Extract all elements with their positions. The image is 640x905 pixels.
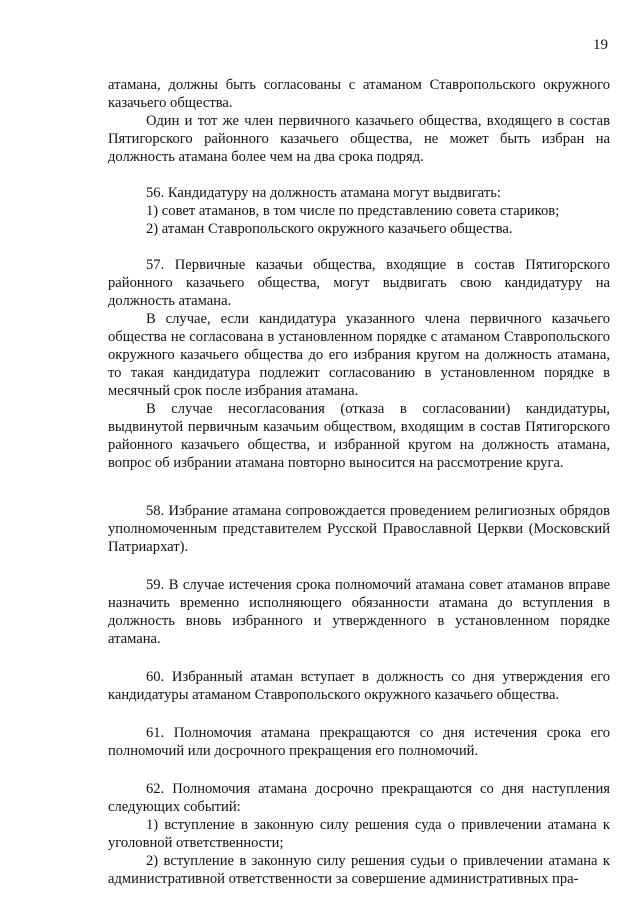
page-number: 19 [593, 37, 608, 53]
clause-62-item-1: 1) вступление в законную силу решения суда о привлечении атамана к уголовной ответственности; [108, 817, 610, 851]
clause-62-item-2: 2) вступление в законную силу решения судьи о привлечении атамана к административной ответственности за совершение административных пра- [108, 853, 610, 887]
clause-57: 57. Первичные казачьи общества, входящие в состав Пятигорского районного казачьего общества, могут выдвигать свою кандидатуру на должность атамана. [108, 257, 610, 309]
clause-60: 60. Избранный атаман вступает в должность со дня утверждения его кандидатуры атаманом Ставропольского окружного казачьего общества. [108, 669, 610, 703]
paragraph-continuation: атамана, должны быть согласованы с атаманом Ставропольского окружного казачьего общества. [108, 77, 610, 111]
clause-62: 62. Полномочия атамана досрочно прекращаются со дня наступления следующих событий: [108, 781, 610, 815]
clause-56: 56. Кандидатуру на должность атамана могут выдвигать: [146, 185, 501, 201]
clause-57-paragraph-2: В случае, если кандидатура указанного члена первичного казачьего общества не согласована в установленном порядке с атаманом Ставропольского окружного казачьего общества до его избрания кругом на должность атамана, то такая кандидатура подлежит согласованию в установленном порядке в месячный срок после избрания атамана. [108, 311, 610, 399]
clause-58: 58. Избрание атамана сопровождается проведением религиозных обрядов уполномоченным представителем Русской Православной Церкви (Московский Патриархат). [108, 503, 610, 555]
clause-57-paragraph-3: В случае несогласования (отказа в согласовании) кандидатуры, выдвинутой первичным казачьим обществом, входящим в состав Пятигорского районного казачьего общества, и избранной кругом на должность атамана, вопрос об избрании атамана повторно выносится на рассмотрение круга. [108, 401, 610, 471]
document-body [108, 76, 610, 888]
clause-59: 59. В случае истечения срока полномочий атамана совет атаманов вправе назначить временно исполняющего обязанности атамана до вступления в должность вновь избранного и утвержденного в установленном порядке атамана. [108, 577, 610, 647]
clause-56-item-2: 2) атаман Ставропольского окружного казачьего общества. [146, 221, 513, 237]
clause-61: 61. Полномочия атамана прекращаются со дня истечения срока его полномочий или досрочного прекращения его полномочий. [108, 725, 610, 759]
clause-56-item-1: 1) совет атаманов, в том числе по представлению совета стариков; [146, 203, 560, 219]
paragraph-term-limit: Один и тот же член первичного казачьего общества, входящего в состав Пятигорского районного казачьего общества, не может быть избран на должность атамана более чем на два срока подряд. [108, 113, 610, 165]
